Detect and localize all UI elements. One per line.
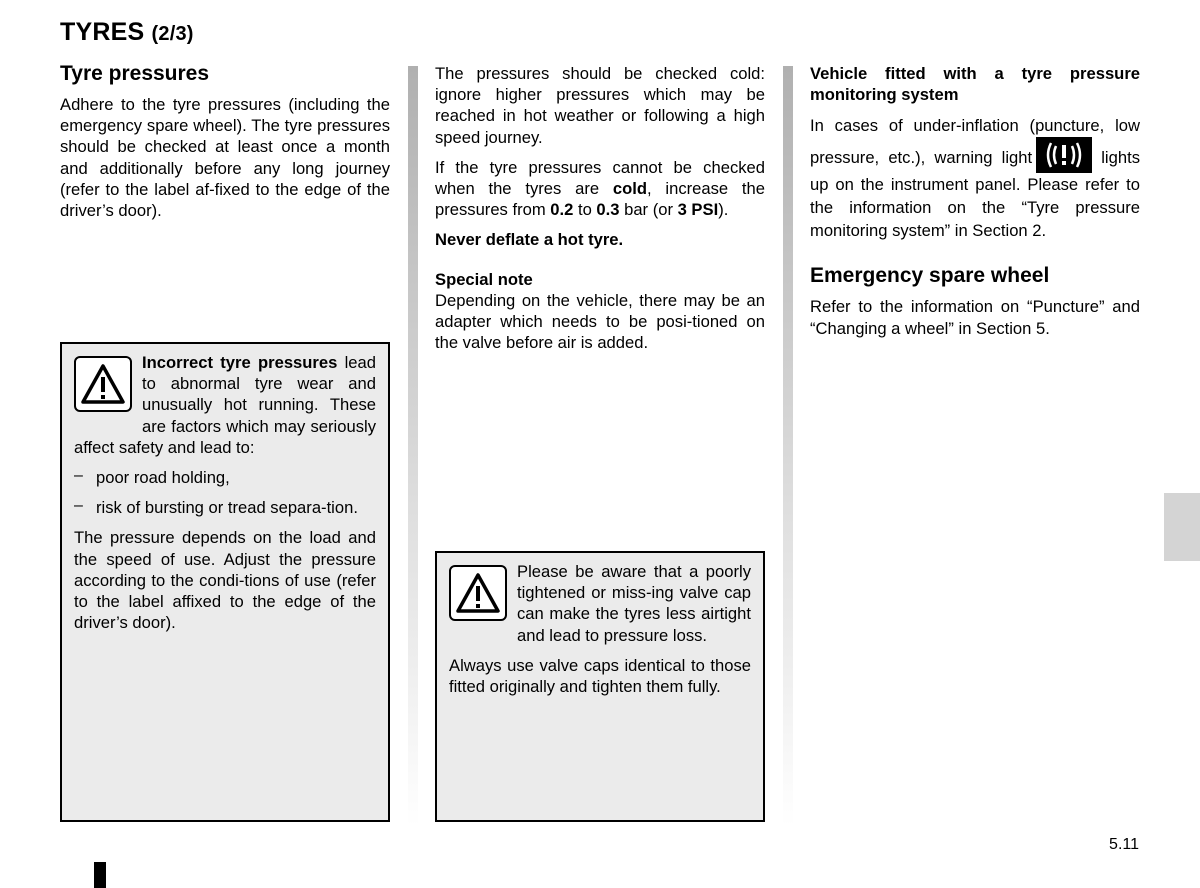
column-middle (435, 63, 765, 353)
text-run: bar (or (619, 200, 678, 220)
check-cold-text: The pressures should be checked cold: ignore higher pressures which may be reached in hot weather or following a high speed journey. (435, 64, 765, 147)
crop-mark (94, 862, 106, 888)
bold-run: 0.3 (596, 200, 620, 220)
column-left (60, 62, 390, 221)
warning-triangle-icon (74, 356, 132, 412)
bold-run: 3 PSI (677, 200, 719, 220)
warning-box-incorrect-pressures (60, 342, 390, 822)
warning-box-valve-cap (435, 551, 765, 822)
text-run: to (573, 200, 597, 220)
warning-body: lead to abnormal tyre wear and unusually hot running. These are factors which may seriously affect safety and lead to: (74, 353, 376, 457)
warning-bold-lead: Incorrect tyre pressures (142, 353, 338, 372)
section-heading-tyre-pressures: Tyre pressures (60, 62, 210, 85)
dash-bullet: – (74, 497, 83, 515)
text-run: lights up on the instrument panel. Please refer to the information on the “Tyre pressure monitoring system” in Section 2. (810, 148, 1140, 241)
list-item-text: poor road holding, (96, 468, 230, 488)
text-run: If the tyre pressures cannot be checked when the tyres are (435, 157, 765, 199)
spare-wheel-text: Refer to the information on “Puncture” and “Changing a wheel” in Section 5. (810, 297, 1140, 338)
valve-cap-advice-text: Always use valve caps identical to those fitted originally and tighten them fully. (449, 655, 751, 697)
warning-closing-text: The pressure depends on the load and the speed of use. Adjust the pressure according to the condi-tions of use (refer to the label affixed to the edge of the driver’s door). (74, 528, 376, 633)
list-item (74, 467, 376, 488)
section-tab-marker (1164, 493, 1200, 561)
special-note-text: Depending on the vehicle, there may be an adapter which needs to be posi-tioned on the valve before air is added. (435, 290, 765, 353)
page-title-part: (2/3) (151, 23, 194, 45)
column-divider-left (408, 66, 418, 826)
text-run: , increase the pressures from (435, 179, 765, 220)
bold-run: 0.2 (550, 200, 574, 220)
tpms-text (810, 114, 1140, 242)
list-item (74, 497, 376, 518)
tyre-pressures-intro: Adhere to the tyre pressures (including the emergency spare wheel). The tyre pressures should be checked at least once a month and additionally before any long journey (refer to the label af-fixed to the edge of the driver’s door). (60, 95, 390, 221)
column-divider-right (783, 66, 793, 826)
pressure-increase-text (435, 157, 765, 221)
special-note-heading: Special note (435, 269, 533, 289)
tyre-pressure-warning-light-icon (1036, 137, 1092, 173)
text-run: In cases of under-inflation (puncture, low pressure, etc.), warning light (810, 116, 1140, 168)
list-item-text: risk of bursting or tread separa-tion. (96, 498, 358, 518)
page-title (60, 18, 194, 47)
dash-bullet: – (74, 467, 83, 485)
tpms-heading: Vehicle fitted with a tyre pressure monitoring system (810, 64, 1140, 105)
never-deflate-note: Never deflate a hot tyre. (435, 230, 624, 250)
page-number: 5.11 (1109, 836, 1139, 853)
column-right (810, 63, 1140, 339)
text-run: ). (718, 200, 729, 220)
section-heading-emergency-spare-wheel: Emergency spare wheel (810, 264, 1050, 288)
warning-triangle-icon (449, 565, 507, 621)
page-title-text: TYRES (60, 18, 145, 46)
valve-cap-warning-text: Please be aware that a poorly tightened or miss-ing valve cap can make the tyres less airtight and lead to pressure loss. (517, 562, 751, 645)
bold-run: cold (612, 179, 647, 199)
